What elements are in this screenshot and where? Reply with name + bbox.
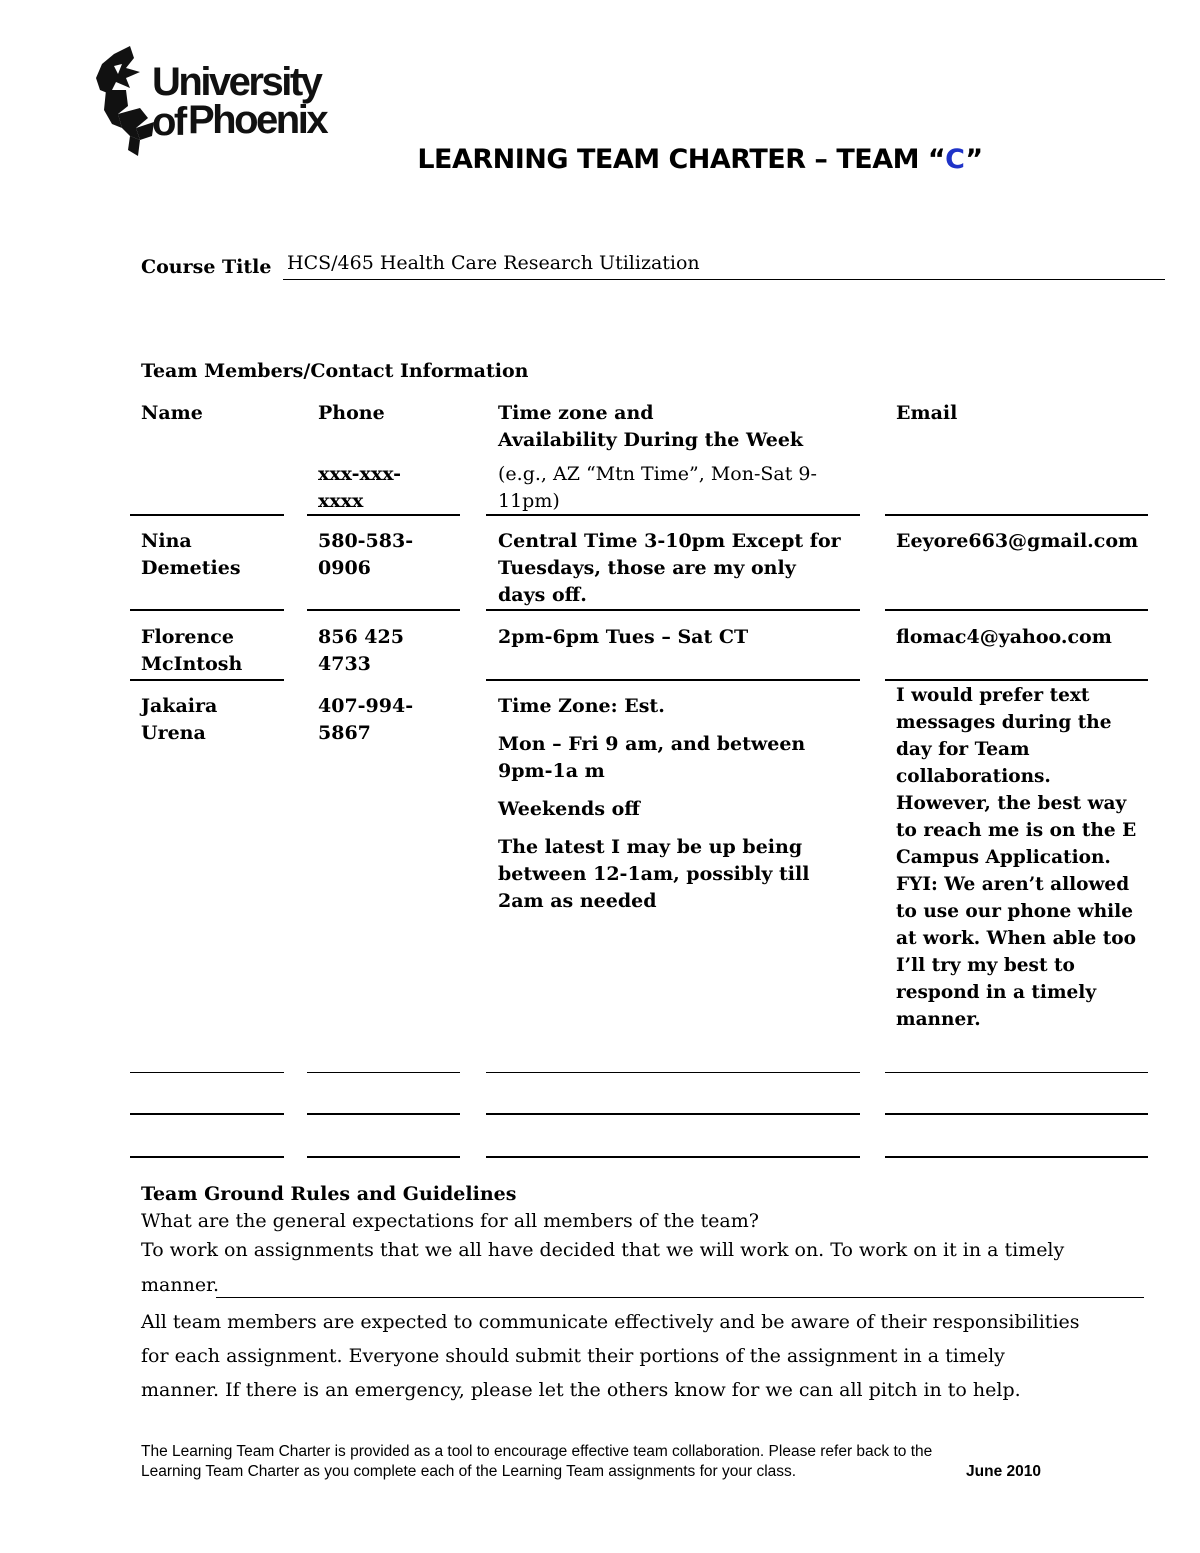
member-email: flomac4@yahoo.com [896, 626, 1112, 648]
table-rule [885, 1156, 1148, 1158]
table-rule [885, 514, 1148, 516]
member-availability: 2pm-6pm Tues – Sat CT [498, 626, 749, 648]
logo-text-line2: Phoenix [188, 98, 327, 142]
ground-rules-answer-line: To work on assignments that we all have decided that we will work on. To work on it in a timely [141, 1239, 1065, 1261]
title-text: LEARNING TEAM CHARTER – TEAM “ [417, 144, 946, 175]
answer-underline [216, 1297, 1144, 1298]
availability-line: The latest I may be up being between 12-1am, possibly till 2am as needed [498, 836, 810, 912]
team-letter: C [945, 144, 966, 175]
ground-rules-answer-line: manner. [141, 1274, 220, 1296]
column-header-phone: Phone [318, 402, 385, 424]
table-rule [486, 679, 860, 681]
table-rule [486, 1156, 860, 1158]
member-email: Eeyore663@gmail.com [896, 530, 1139, 552]
column-header-timezone-example: (e.g., AZ “Mtn Time”, Mon-Sat 9-11pm) [498, 463, 817, 512]
table-rule [130, 679, 284, 681]
availability-line: Time Zone: Est. [498, 695, 665, 717]
footer-line: The Learning Team Charter is provided as a tool to encourage effective team collaboration. Please refer back to the [141, 1443, 933, 1460]
member-email-note: I would prefer text messages during the day for Team collaborations. However, the best way to reach me is on the E Campus Application. FYI: We aren’t allowed to use our phone while at work. When able too I’ll try my best to respond in a timely manner. [896, 685, 1137, 1030]
table-rule [885, 609, 1148, 611]
course-title-label: Course Title [141, 256, 272, 278]
ground-rules-heading: Team Ground Rules and Guidelines [141, 1183, 517, 1205]
table-rule [130, 1072, 284, 1073]
footer [141, 1442, 1051, 1482]
table-rule [307, 1113, 460, 1115]
column-header-name: Name [141, 402, 203, 424]
title-close-quote: ” [965, 144, 983, 175]
table-rule [885, 679, 1148, 681]
table-rule [130, 1156, 284, 1158]
table-rule [486, 514, 860, 516]
table-rule [885, 1072, 1148, 1073]
table-rule [307, 514, 460, 516]
table-rule [486, 1113, 860, 1115]
table-rule [130, 514, 284, 516]
availability-line: Weekends off [498, 798, 640, 820]
member-phone: 407-994-5867 [318, 695, 414, 744]
table-rule [130, 609, 284, 611]
course-title-underline [283, 279, 1165, 280]
member-availability-block [498, 693, 848, 915]
ground-rules-answer-line: manner. If there is an emergency, please let the others know for we can all pitch in to help. [141, 1379, 1021, 1401]
availability-line: Mon – Fri 9 am, and between 9pm-1a m [498, 733, 806, 782]
ground-rules-answer-line: for each assignment. Everyone should submit their portions of the assignment in a timely [141, 1345, 1005, 1367]
ground-rules-answer-line: All team members are expected to communicate effectively and be aware of their responsibilities [141, 1311, 1080, 1333]
footer-date: June 2010 [966, 1463, 1041, 1480]
table-rule [885, 1113, 1148, 1115]
university-logo [96, 44, 356, 160]
table-rule [307, 1156, 460, 1158]
member-name: Jakaira Urena [141, 695, 218, 744]
table-rule [486, 609, 860, 611]
phoenix-bird-icon [96, 44, 156, 160]
member-phone: 856 425 4733 [318, 626, 404, 675]
ground-rules-answer-paragraph [141, 1305, 1080, 1407]
member-phone: 580-583-0906 [318, 530, 414, 579]
member-availability: Central Time 3-10pm Except for Tuesdays, those are my only days off. [498, 530, 841, 606]
table-rule [130, 1113, 284, 1115]
column-header-timezone-line2: Availability During the Week [498, 429, 804, 451]
table-rule [307, 1072, 460, 1073]
table-rule [307, 609, 460, 611]
column-header-email: Email [896, 402, 958, 424]
table-rule [486, 1072, 860, 1073]
page-title [0, 144, 1200, 175]
column-header-phone-format: xxx-xxx-xxxx [318, 463, 402, 512]
course-title-value: HCS/465 Health Care Research Utilization [287, 252, 700, 274]
footer-line: Learning Team Charter as you complete each of the Learning Team assignments for your class. [141, 1463, 797, 1480]
logo-text-line1: University of [152, 60, 321, 144]
column-header-timezone-line1: Time zone and [498, 402, 654, 424]
member-name: Nina Demeties [141, 530, 241, 579]
member-name: Florence McIntosh [141, 626, 243, 675]
team-members-heading: Team Members/Contact Information [141, 360, 529, 382]
ground-rules-question: What are the general expectations for all members of the team? [141, 1210, 759, 1232]
